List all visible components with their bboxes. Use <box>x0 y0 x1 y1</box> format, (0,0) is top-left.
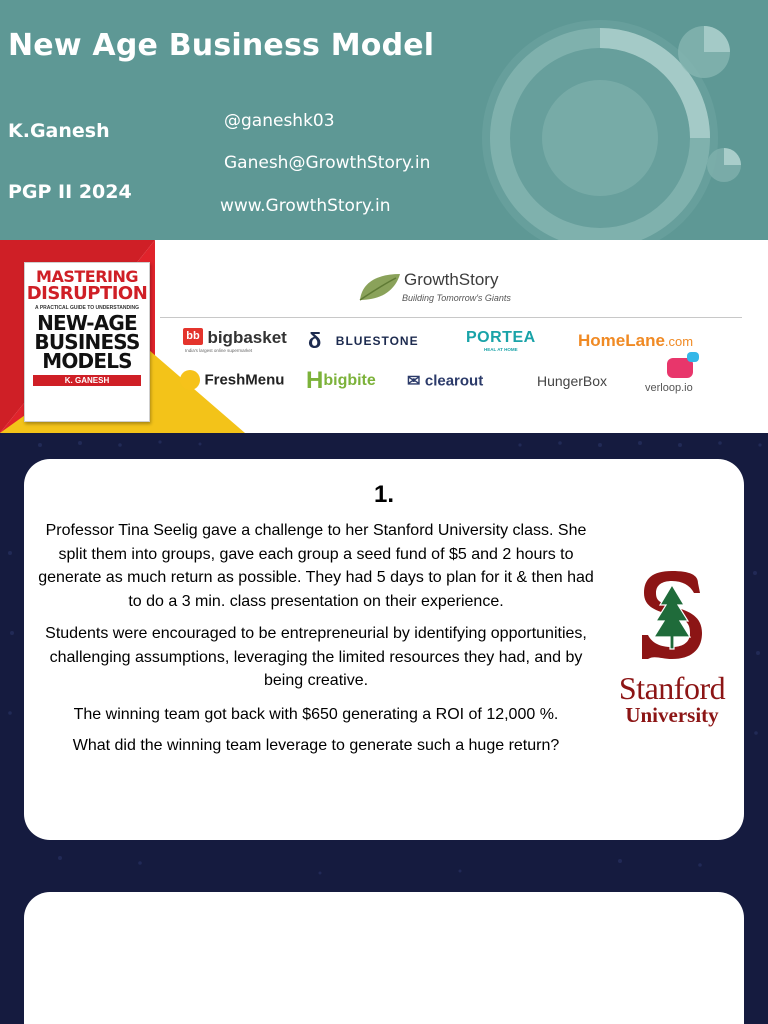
chat-bubble-icon <box>667 358 693 378</box>
question-card <box>24 459 744 840</box>
book-title-line1: MASTERING <box>36 267 138 286</box>
book-title-line2: DISRUPTION <box>26 283 148 304</box>
leaf-icon <box>356 270 402 304</box>
title-header <box>0 0 768 240</box>
logo-divider <box>160 317 742 318</box>
envelope-icon: ✉ <box>407 373 421 390</box>
homelane-logo: HomeLane.com <box>578 331 694 350</box>
book-cover <box>24 262 150 422</box>
program-label: PGP II 2024 <box>8 181 132 203</box>
stanford-logo <box>602 569 742 727</box>
question-paragraph-1: Professor Tina Seelig gave a challenge to her Stanford University class. She split them into groups, gave each group a seed fund of $5 and 2 hours to generate as much return as possible. They had 5 days to plan for it & then had to do a 3 min. class presentation on their experience. <box>38 522 594 610</box>
book-main-line1: NEW-AGE <box>37 310 137 335</box>
page-title: New Age Business Model <box>8 28 435 63</box>
hungerbox-logo: HungerBox <box>537 373 608 389</box>
book-banner <box>0 240 768 433</box>
bluestone-logo: δ BLUESTONE <box>308 328 419 353</box>
bluestone-icon: δ <box>308 328 322 353</box>
book-main-line3: MODELS <box>42 348 132 373</box>
question-paragraph-3: The winning team got back with $650 generating a ROI of 12,000 %. <box>73 706 559 723</box>
freshmenu-logo: FreshMenu <box>180 370 284 390</box>
stanford-tree-s-icon <box>640 569 704 661</box>
question-section <box>0 433 768 1024</box>
question-paragraph-4: What did the winning team leverage to generate such a huge return? <box>72 737 560 754</box>
next-card <box>24 892 744 1024</box>
email-address[interactable]: Ganesh@GrowthStory.in <box>224 153 431 173</box>
stanford-wordmark: Stanford <box>618 670 726 706</box>
verloop-logo: verloop.io <box>645 358 693 394</box>
book-main-line2: BUSINESS <box>34 329 140 354</box>
question-paragraph-2: Students were encouraged to be entrepreneurial by identifying opportunities, challenging assumptions, leveraging the limited resources they had, and by being creative. <box>45 625 587 689</box>
author-name: K.Ganesh <box>8 120 110 142</box>
stanford-university-label: University <box>625 703 719 727</box>
bigbite-h-icon: H <box>306 367 324 394</box>
book-subtitle: A PRACTICAL GUIDE TO UNDERSTANDING <box>35 305 139 311</box>
clearout-logo: ✉ clearout <box>407 372 484 390</box>
bigbasket-logo: bb bigbasket India's largest online supermarket <box>185 328 287 353</box>
book-author: K. GANESH <box>33 375 141 386</box>
growthstory-tagline: Building Tomorrow's Giants <box>402 293 511 303</box>
question-number: 1. <box>373 481 394 508</box>
bigbite-logo: Hbigbite <box>306 367 376 394</box>
website-link[interactable]: www.GrowthStory.in <box>220 196 391 216</box>
bigbasket-icon: bb <box>183 328 203 345</box>
freshmenu-icon <box>180 370 200 390</box>
portea-logo: PORTEA HEAL AT HOME <box>466 329 536 352</box>
twitter-handle: @ganeshk03 <box>224 111 335 131</box>
growthstory-name: GrowthStory <box>404 270 499 289</box>
